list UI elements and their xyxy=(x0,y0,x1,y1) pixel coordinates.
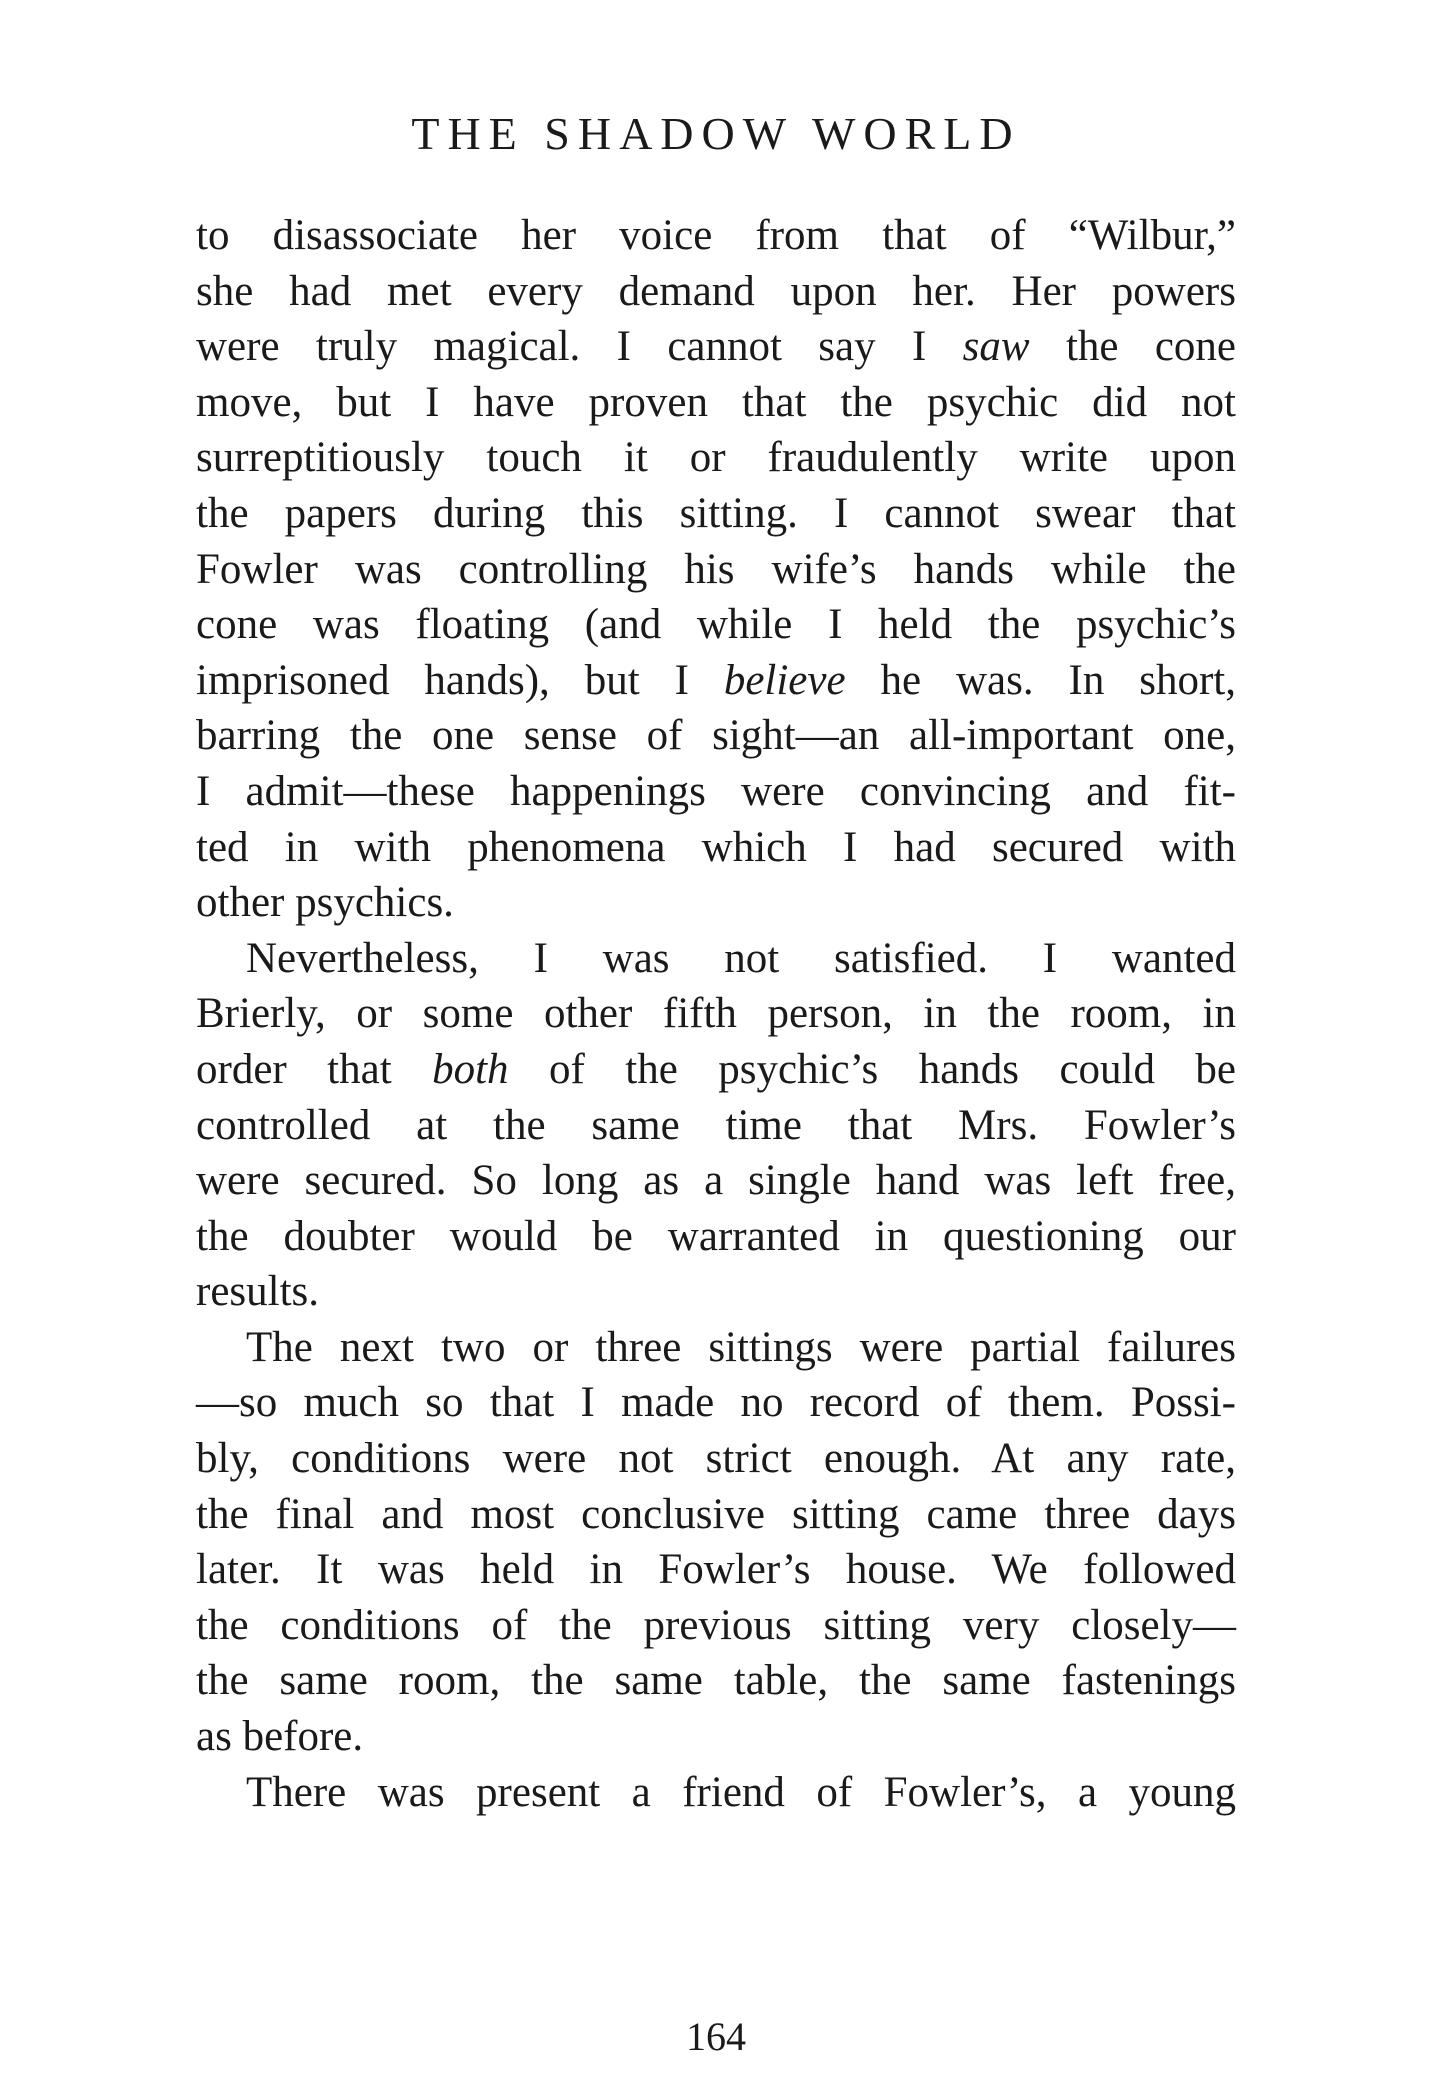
text-line: —so much so that I made no record of them. Possi- xyxy=(196,1379,1236,1427)
page-number: 164 xyxy=(686,2014,746,2059)
text-line: to disassociate her voice from that of “Wilbur,” xyxy=(196,212,1236,259)
text-line: as before. xyxy=(196,1713,364,1761)
text-line: move, but I have proven that the psychic did not xyxy=(196,378,1236,426)
text-line: the doubter would be warranted in questioning our xyxy=(196,1212,1236,1260)
text-line: ted in with phenomena which I had secured with xyxy=(196,823,1236,871)
text-line: later. It was held in Fowler’s house. We followed xyxy=(196,1546,1236,1594)
italic-word: saw xyxy=(962,323,1030,371)
text-line: Fowler was controlling his wife’s hands while the xyxy=(196,545,1236,593)
running-head: THE SHADOW WORLD xyxy=(411,108,1021,159)
text-line: surreptitiously touch it or fraudulently write upon xyxy=(196,434,1236,482)
body-text xyxy=(196,208,1236,1820)
text-line: the conditions of the previous sitting very closely— xyxy=(196,1601,1236,1649)
text-line: I admit—these happenings were convincing and fit- xyxy=(196,767,1236,815)
text-line: imprisoned hands), but I believe he was. In short, xyxy=(196,656,1237,704)
text-line: were truly magical. I cannot say I saw the cone xyxy=(196,323,1237,371)
paragraph-first-line: Nevertheless, I was not satisfied. I wanted xyxy=(246,934,1236,982)
italic-word: both xyxy=(432,1045,509,1093)
text-line: order that both of the psychic’s hands could be xyxy=(196,1045,1237,1093)
text-line: bly, conditions were not strict enough. At any rate, xyxy=(196,1435,1236,1483)
text-line: barring the one sense of sight—an all-important one, xyxy=(196,712,1236,760)
text-line: cone was floating (and while I held the psychic’s xyxy=(196,601,1236,649)
text-line: she had met every demand upon her. Her powers xyxy=(196,267,1236,315)
text-line: controlled at the same time that Mrs. Fowler’s xyxy=(196,1101,1236,1149)
paragraph-first-line: The next two or three sittings were partial failures xyxy=(246,1323,1236,1371)
italic-word: believe xyxy=(723,656,846,704)
text-line: Brierly, or some other fifth person, in the room, in xyxy=(196,990,1236,1038)
text-line: results. xyxy=(196,1268,320,1316)
text-line: other psychics. xyxy=(196,879,454,927)
text-line: were secured. So long as a single hand was left free, xyxy=(196,1157,1236,1205)
text-line: the papers during this sitting. I cannot swear that xyxy=(196,489,1236,537)
text-line: the same room, the same table, the same fastenings xyxy=(196,1657,1236,1705)
text-line: the final and most conclusive sitting came three days xyxy=(196,1490,1236,1538)
paragraph-first-line: There was present a friend of Fowler’s, a young xyxy=(246,1768,1236,1816)
